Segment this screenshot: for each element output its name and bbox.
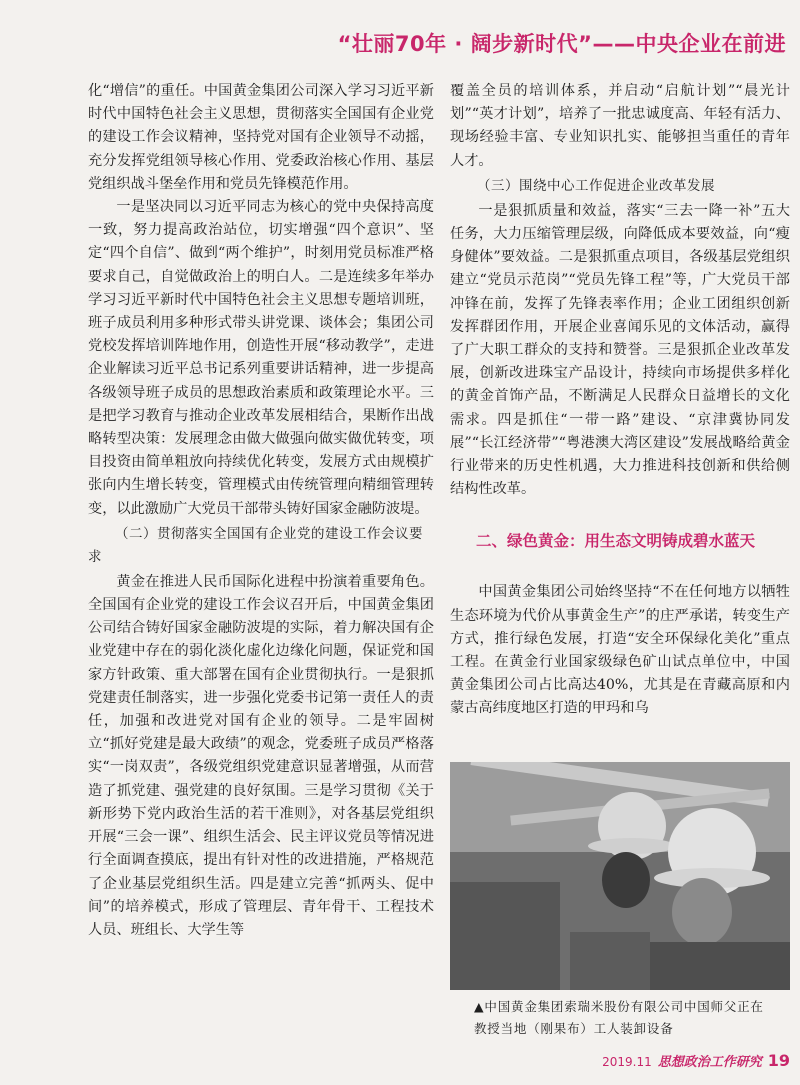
photo-caption: ▲中国黄金集团索瑞米股份有限公司中国师父正在教授当地（刚果布）工人装卸设备 <box>474 999 764 1036</box>
subheading: （二）贯彻落实全国国有企业党的建设工作会议要求 <box>88 525 423 565</box>
page-number: 19 <box>767 1051 790 1070</box>
magazine-title: 思想政治工作研究 <box>657 1055 762 1070</box>
page-header <box>0 0 800 70</box>
paragraph: 一是狠抓质量和效益，落实“三去一降一补”五大任务，大力压缩管理层级，向降低成本要效益，向“瘦身健体”要效益。二是狠抓重点项目，各级基层党组织建立“党员示范岗”“党员先锋工程”等，广大党员干部冲锋在前，发挥了先锋表率作用；企业工团组织创新发挥群团作用，开展企业喜闻乐见的文体活动，赢得了广大职工群众的支持和赞誉。三是狠抓企业改革发展，创新改进珠宝产品设计，持续向市场提供多样化的黄金首饰产品，不断满足人民群众日益增长的文化需求。四是抓住“一带一路”建设、“京津冀协同发展”“长江经济带”“粤港澳大湾区建设”发展战略给黄金行业带来的历史性机遇，大力推进科技创新和供给侧结构性改革。 <box>450 202 790 498</box>
section-heading: 二、绿色黄金：用生态文明铸成碧水蓝天 <box>476 532 756 551</box>
column-title: “壮丽70年 · 阔步新时代”——中央企业在前进 <box>337 32 786 56</box>
paragraph: 中国黄金集团公司始终坚持“不在任何地方以牺牲生态环境为代价从事黄金生产”的庄严承诺，转变生产方式，推行绿色发展，打造“安全环保绿化美化”重点工程。在黄金行业国家级绿色矿山试点单位中，中国黄金集团公司占比高达40%，尤其是在青藏高原和内蒙古高纬度地区打造的甲玛和乌 <box>450 584 790 717</box>
left-column <box>88 80 434 942</box>
workers-photo <box>450 762 790 990</box>
paragraph: 化“增信”的重任。中国黄金集团公司深入学习习近平新时代中国特色社会主义思想，贯彻落实全国国有企业党的建设工作会议精神，坚持党对国有企业领导不动摇，充分发挥党组领导核心作用、党委政治核心作用、基层党组织战斗堡垒作用和党员先锋模范作用。 <box>88 83 434 192</box>
paragraph: 黄金在推进人民币国际化进程中扮演着重要角色。全国国有企业党的建设工作会议召开后，中国黄金集团公司结合铸好国家金融防波堤的实际，着力解决国有企业党建中存在的弱化淡化虚化边缘化问题，保证党和国家方针政策、重大部署在国有企业贯彻执行。一是狠抓党建责任制落实，进一步强化党委书记第一责任人的责任，加强和改进党对国有企业的领导。二是牢固树立“抓好党建是最大政绩”的观念，党委班子成员严格落实“一岗双责”，各级党组织党建意识显著增强，从而营造了抓党建、强党建的良好氛围。三是学习贯彻《关于新形势下党内政治生活的若干准则》，对各基层党组织开展“三会一课”、组织生活会、民主评议党员等情况进行全面调查摸底，提出有针对性的改进措施，严格规范了企业基层党组织生活。四是建立完善“抓两头、促中间”的培养模式，形成了管理层、青年骨干、工程技术人员、班组长、大学生等 <box>88 573 434 938</box>
paragraph: 覆盖全员的培训体系，并启动“启航计划”“晨光计划”“英才计划”，培养了一批忠诚度高、年轻有活力、现场经验丰富、专业知识扎实、能够担当重任的青年人才。 <box>450 83 790 169</box>
issue-date: 2019.11 <box>602 1055 652 1069</box>
subheading: （三）围绕中心工作促进企业改革发展 <box>477 177 715 194</box>
right-column <box>450 80 790 721</box>
page-footer <box>602 1051 790 1073</box>
photo-illustration <box>450 762 790 990</box>
paragraph: 一是坚决同以习近平同志为核心的党中央保持高度一致，努力提高政治站位，切实增强“四个意识”、坚定“四个自信”、做到“两个维护”，时刻用党员标准严格要求自己，自觉做政治上的明白人。二是连续多年举办学习习近平新时代中国特色社会主义思想专题培训班，班子成员利用多种形式带头讲党课、谈体会；集团公司党校发挥培训阵地作用，创造性开展“移动教学”，走进企业解读习近平总书记系列重要讲话精神，进一步提高各级领导班子成员的思想政治素质和政策理论水平。三是把学习教育与推动企业改革发展相结合，果断作出战略转型决策：发展理念由做大做强向做实做优转变，项目投资由简单粗放向持续优化转变，发展方式由规模扩张向内生增长转变，管理模式由传统管理向精细管理转变，以此激励广大党员干部带头铸好国家金融防波堤。 <box>88 199 434 517</box>
